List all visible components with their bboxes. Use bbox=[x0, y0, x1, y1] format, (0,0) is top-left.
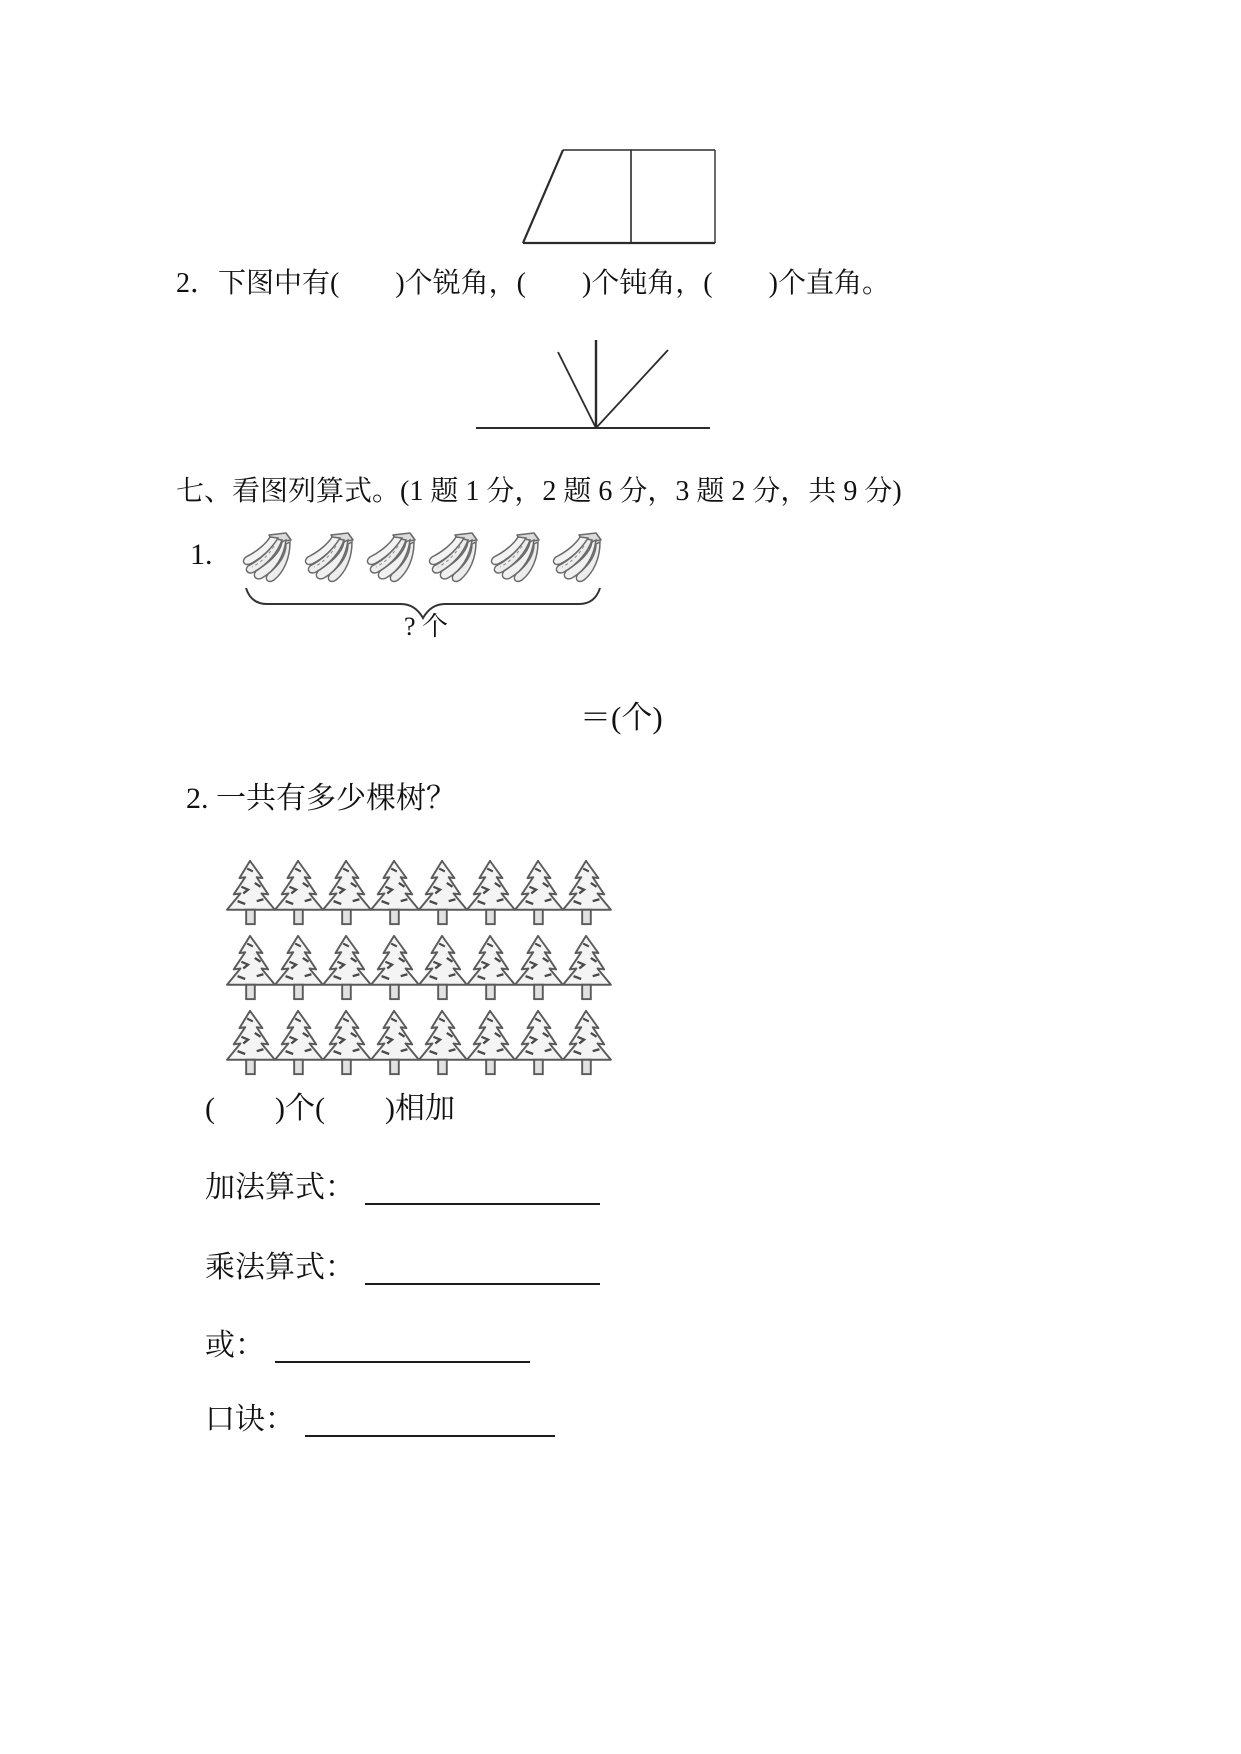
or-blank bbox=[275, 1331, 530, 1363]
tree-icon bbox=[271, 933, 325, 1002]
tree-row bbox=[223, 858, 607, 927]
banana-bunch-icon bbox=[238, 532, 296, 584]
banana-bunch-icon bbox=[300, 532, 358, 584]
tree-icon bbox=[367, 1008, 421, 1077]
addition-label: 加法算式： bbox=[205, 1171, 355, 1204]
tree-icon bbox=[223, 858, 277, 927]
tree-icon bbox=[511, 933, 565, 1002]
addition-blank bbox=[365, 1173, 600, 1205]
tree-icon bbox=[463, 858, 517, 927]
section-seven-title: 七、看图列算式。(1 题 1 分，2 题 6 分，3 题 2 分，共 9 分) bbox=[176, 476, 902, 507]
tree-row bbox=[223, 1008, 607, 1077]
banana-bunch-icon bbox=[548, 532, 606, 584]
tree-icon bbox=[463, 933, 517, 1002]
tree-icon bbox=[415, 858, 469, 927]
tree-icon bbox=[223, 1008, 277, 1077]
tree-icon bbox=[463, 1008, 517, 1077]
tree-icon bbox=[367, 858, 421, 927]
q2-question: 一共有多少棵树？ bbox=[216, 782, 456, 815]
q2-heading bbox=[186, 782, 456, 817]
tree-icon bbox=[511, 1008, 565, 1077]
banana-row bbox=[238, 532, 606, 584]
or-label: 或： bbox=[205, 1329, 265, 1362]
answer-line-mnemonic bbox=[205, 1402, 555, 1438]
question-count-angles: 2．下图中有( )个锐角，( )个钝角，( )个直角。 bbox=[176, 268, 890, 299]
multiplication-blank bbox=[365, 1253, 600, 1285]
tree-grid bbox=[223, 858, 607, 1083]
answer-line-multiplication bbox=[205, 1250, 600, 1286]
tree-icon bbox=[559, 1008, 613, 1077]
banana-bunch-icon bbox=[362, 532, 420, 584]
tree-icon bbox=[319, 858, 373, 927]
tree-icon bbox=[319, 933, 373, 1002]
tree-icon bbox=[415, 933, 469, 1002]
q1-number: 1. bbox=[190, 538, 213, 571]
tree-icon bbox=[511, 858, 565, 927]
tree-icon bbox=[559, 933, 613, 1002]
tree-icon bbox=[271, 1008, 325, 1077]
tree-icon bbox=[319, 1008, 373, 1077]
angle-rays-figure bbox=[470, 336, 720, 432]
trapezoid-figure bbox=[522, 148, 718, 246]
banana-bunch-icon bbox=[424, 532, 482, 584]
mnemonic-label: 口诀： bbox=[205, 1403, 295, 1436]
tree-icon bbox=[559, 858, 613, 927]
q1-equation: ＝(个) bbox=[580, 700, 663, 735]
multiplication-label: 乘法算式： bbox=[205, 1251, 355, 1284]
tree-row bbox=[223, 933, 607, 1002]
brace-label: ? 个 bbox=[404, 612, 449, 641]
fill-line: ( )个( )相加 bbox=[205, 1092, 455, 1125]
answer-line-or bbox=[205, 1328, 530, 1364]
tree-icon bbox=[271, 858, 325, 927]
tree-icon bbox=[367, 933, 421, 1002]
answer-line-addition bbox=[205, 1170, 600, 1206]
tree-icon bbox=[223, 933, 277, 1002]
tree-icon bbox=[415, 1008, 469, 1077]
q2-number: 2. bbox=[186, 782, 209, 815]
banana-bunch-icon bbox=[486, 532, 544, 584]
mnemonic-blank bbox=[305, 1405, 555, 1437]
